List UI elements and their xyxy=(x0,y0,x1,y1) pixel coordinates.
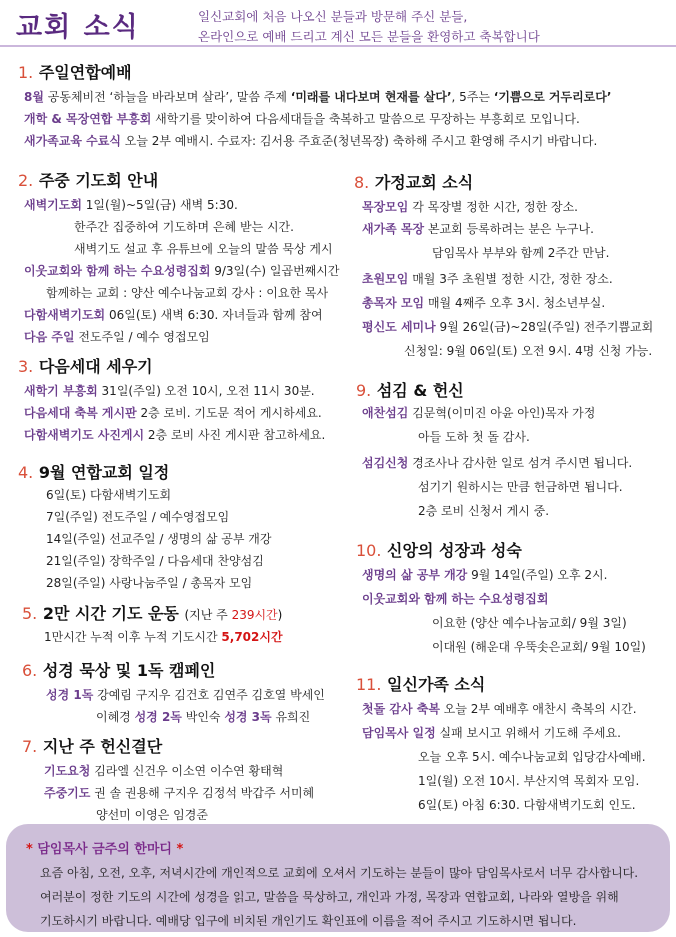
s4-item: 6일(토) 다함새벽기도회 xyxy=(46,488,172,502)
s7-line-2: 주중기도 권 솔 권용해 구지우 김정석 박갑주 서미혜 xyxy=(44,786,315,800)
s8-line-4: 초원모임 매월 3주 초원별 정한 시간, 정한 장소. xyxy=(362,272,613,286)
s10-line-2: 이웃교회와 함께 하는 수요성령집회 xyxy=(362,592,549,606)
s4-item: 14일(주일) 선교주일 / 생명의 삶 공부 개강 xyxy=(46,532,272,546)
s2-line-6: 다함새벽기도회 06일(토) 새벽 6:30. 자녀들과 함께 참여 xyxy=(24,308,323,322)
s2-line-7: 다음 주일 전도주일 / 예수 영접모임 xyxy=(24,330,210,344)
section-7-heading: 7. 지난 주 헌신결단 xyxy=(22,737,163,756)
section-2-heading: 2. 주중 기도회 안내 xyxy=(18,171,159,190)
s11-line-1: 첫돌 감사 축복 오늘 2부 예배후 애찬시 축복의 시간. xyxy=(362,702,637,716)
pastor-message-line: 여러분이 정한 기도의 시간에 성경을 읽고, 말씀을 묵상하고, 개인과 가정, 목장과 연합교회, 나라와 열방을 위해 xyxy=(40,890,619,904)
s9-line-1: 애찬섬김 김문혁(이미진 아윤 아인)목자 가정 xyxy=(362,406,596,420)
section-1-heading: 1. 주일연합예배 xyxy=(18,63,132,82)
s2-line-1: 새벽기도회 1일(월)~5일(금) 새벽 5:30. xyxy=(24,198,238,212)
s11-line-5: 6일(토) 아침 6:30. 다함새벽기도회 인도. xyxy=(418,798,636,812)
s11-line-3: 오늘 오후 5시. 예수나눔교회 입당감사예배. xyxy=(418,750,646,764)
s11-line-2: 담임목사 일정 실패 보시고 위해서 기도해 주세요. xyxy=(362,726,621,740)
s6-line-2: 이혜경 성경 2독 박인숙 성경 3독 유희진 xyxy=(96,710,311,724)
section-8-heading: 8. 가정교회 소식 xyxy=(354,173,474,192)
page-title: 교회 소식 xyxy=(16,12,140,43)
section-10-heading: 10. 신앙의 성장과 성숙 xyxy=(356,541,522,560)
s1-line-1: 8월 공동체비전 ‘하늘을 바라보며 살라’, 말씀 주제 ‘미래를 내다보며 현재를 살다’, 5주는 ‘기쁨으로 거두리로다’ xyxy=(24,90,612,104)
pastor-message-line: 요즘 아침, 오전, 오후, 저녁시간에 개인적으로 교회에 오셔서 기도하는 분들이 많아 담임목사로서 너무 감사합니다. xyxy=(40,866,639,880)
s8-line-3: 담임목사 부부와 함께 2주간 만남. xyxy=(432,246,610,260)
s8-line-6: 평신도 세미나 9월 26일(금)~28일(주일) 전주기쁨교회 xyxy=(362,320,654,334)
s5-line-1: 1만시간 누적 이후 누적 기도시간 5,702시간 xyxy=(44,630,283,644)
s2-line-3: 새벽기도 설교 후 유튜브에 오늘의 말씀 묵상 게시 xyxy=(74,242,333,256)
s9-line-5: 2층 로비 신청서 게시 중. xyxy=(418,504,550,518)
section-5-heading: 5. 2만 시간 기도 운동 (지난 주 239시간) xyxy=(22,604,283,623)
s4-item: 21일(주일) 장학주일 / 다음세대 찬양섬김 xyxy=(46,554,264,568)
welcome-line-1: 일신교회에 처음 나오신 분들과 방문해 주신 분들, xyxy=(198,9,468,24)
s10-line-1: 생명의 삶 공부 개강 9월 14일(주일) 오후 2시. xyxy=(362,568,608,582)
s2-line-5: 함께하는 교회 : 양산 예수나눔교회 강사 : 이요한 목사 xyxy=(46,286,329,300)
s8-line-5: 총목자 모임 매월 4째주 오후 3시. 청소년부실. xyxy=(362,296,606,310)
s10-line-4: 이대원 (해운대 우뚝솟은교회/ 9월 10일) xyxy=(432,640,646,654)
s3-line-1: 새학기 부흥회 31일(주일) 오전 10시, 오전 11시 30분. xyxy=(24,384,315,398)
section-9-heading: 9. 섬김 & 헌신 xyxy=(356,381,464,400)
s9-line-2: 아들 도하 첫 돌 감사. xyxy=(418,430,530,444)
s11-line-4: 1일(월) 오전 10시. 부산지역 목회자 모임. xyxy=(418,774,640,788)
header-divider xyxy=(0,45,676,47)
pastor-message-line: 기도하시기 바랍니다. 예배당 입구에 비치된 개인기도 확인표에 이름을 적어 주시고 기도하시면 됩니다. xyxy=(40,914,577,928)
s2-line-2: 한주간 집중하여 기도하며 은혜 받는 시간. xyxy=(74,220,294,234)
s9-line-4: 섬기기 원하시는 만큼 헌금하면 됩니다. xyxy=(418,480,623,494)
welcome-line-2: 온라인으로 예배 드리고 계신 모든 분들을 환영하고 축복합니다 xyxy=(198,29,540,44)
s10-line-3: 이요한 (양산 예수나눔교회/ 9월 3일) xyxy=(432,616,627,630)
section-11-heading: 11. 일신가족 소식 xyxy=(356,675,486,694)
section-6-heading: 6. 성경 묵상 및 1독 캠페인 xyxy=(22,661,216,680)
s4-item: 7일(주일) 전도주일 / 예수영접모임 xyxy=(46,510,230,524)
s1-line-2: 개학 & 목장연합 부흥회 새학기를 맞이하여 다음세대들을 축복하고 말씀으로 무장하는 부흥회로 모입니다. xyxy=(24,112,580,126)
s8-line-1: 목장모임 각 목장별 정한 시간, 정한 장소. xyxy=(362,200,578,214)
s3-line-2: 다음세대 축복 게시판 2층 로비. 기도문 적어 게시하세요. xyxy=(24,406,322,420)
s8-line-7: 신청일: 9월 06일(토) 오전 9시. 4명 신청 가능. xyxy=(404,344,653,358)
s8-line-2: 새가족 목장 본교회 등록하려는 분은 누구나. xyxy=(362,222,594,236)
s1-line-3: 새가족교육 수료식 오늘 2부 예배시. 수료자: 김서용 주효준(청년목장) 축하해 주시고 환영해 주시기 바랍니다. xyxy=(24,134,598,148)
s3-line-3: 다함새벽기도 사진게시 2층 로비 사진 게시판 참고하세요. xyxy=(24,428,326,442)
s9-line-3: 섬김신청 경조사나 감사한 일로 섬겨 주시면 됩니다. xyxy=(362,456,633,470)
section-3-heading: 3. 다음세대 세우기 xyxy=(18,357,153,376)
s7-line-3: 양선미 이영은 임경준 xyxy=(96,808,208,822)
section-4-heading: 4. 9월 연합교회 일정 xyxy=(18,463,170,482)
pastor-message-title: * 담임목사 금주의 한마디 * xyxy=(26,842,184,857)
s4-item: 28일(주일) 사랑나눔주일 / 총목자 모임 xyxy=(46,576,253,590)
s6-line-1: 성경 1독 강예림 구지우 김건호 김연주 김호열 박세인 xyxy=(46,688,325,702)
s2-line-4: 이웃교회와 함께 하는 수요성령집회 9/3일(수) 일곱번째시간 xyxy=(24,264,340,278)
s7-line-1: 기도요청 김라엘 신건우 이소연 이수연 황태혁 xyxy=(44,764,284,778)
